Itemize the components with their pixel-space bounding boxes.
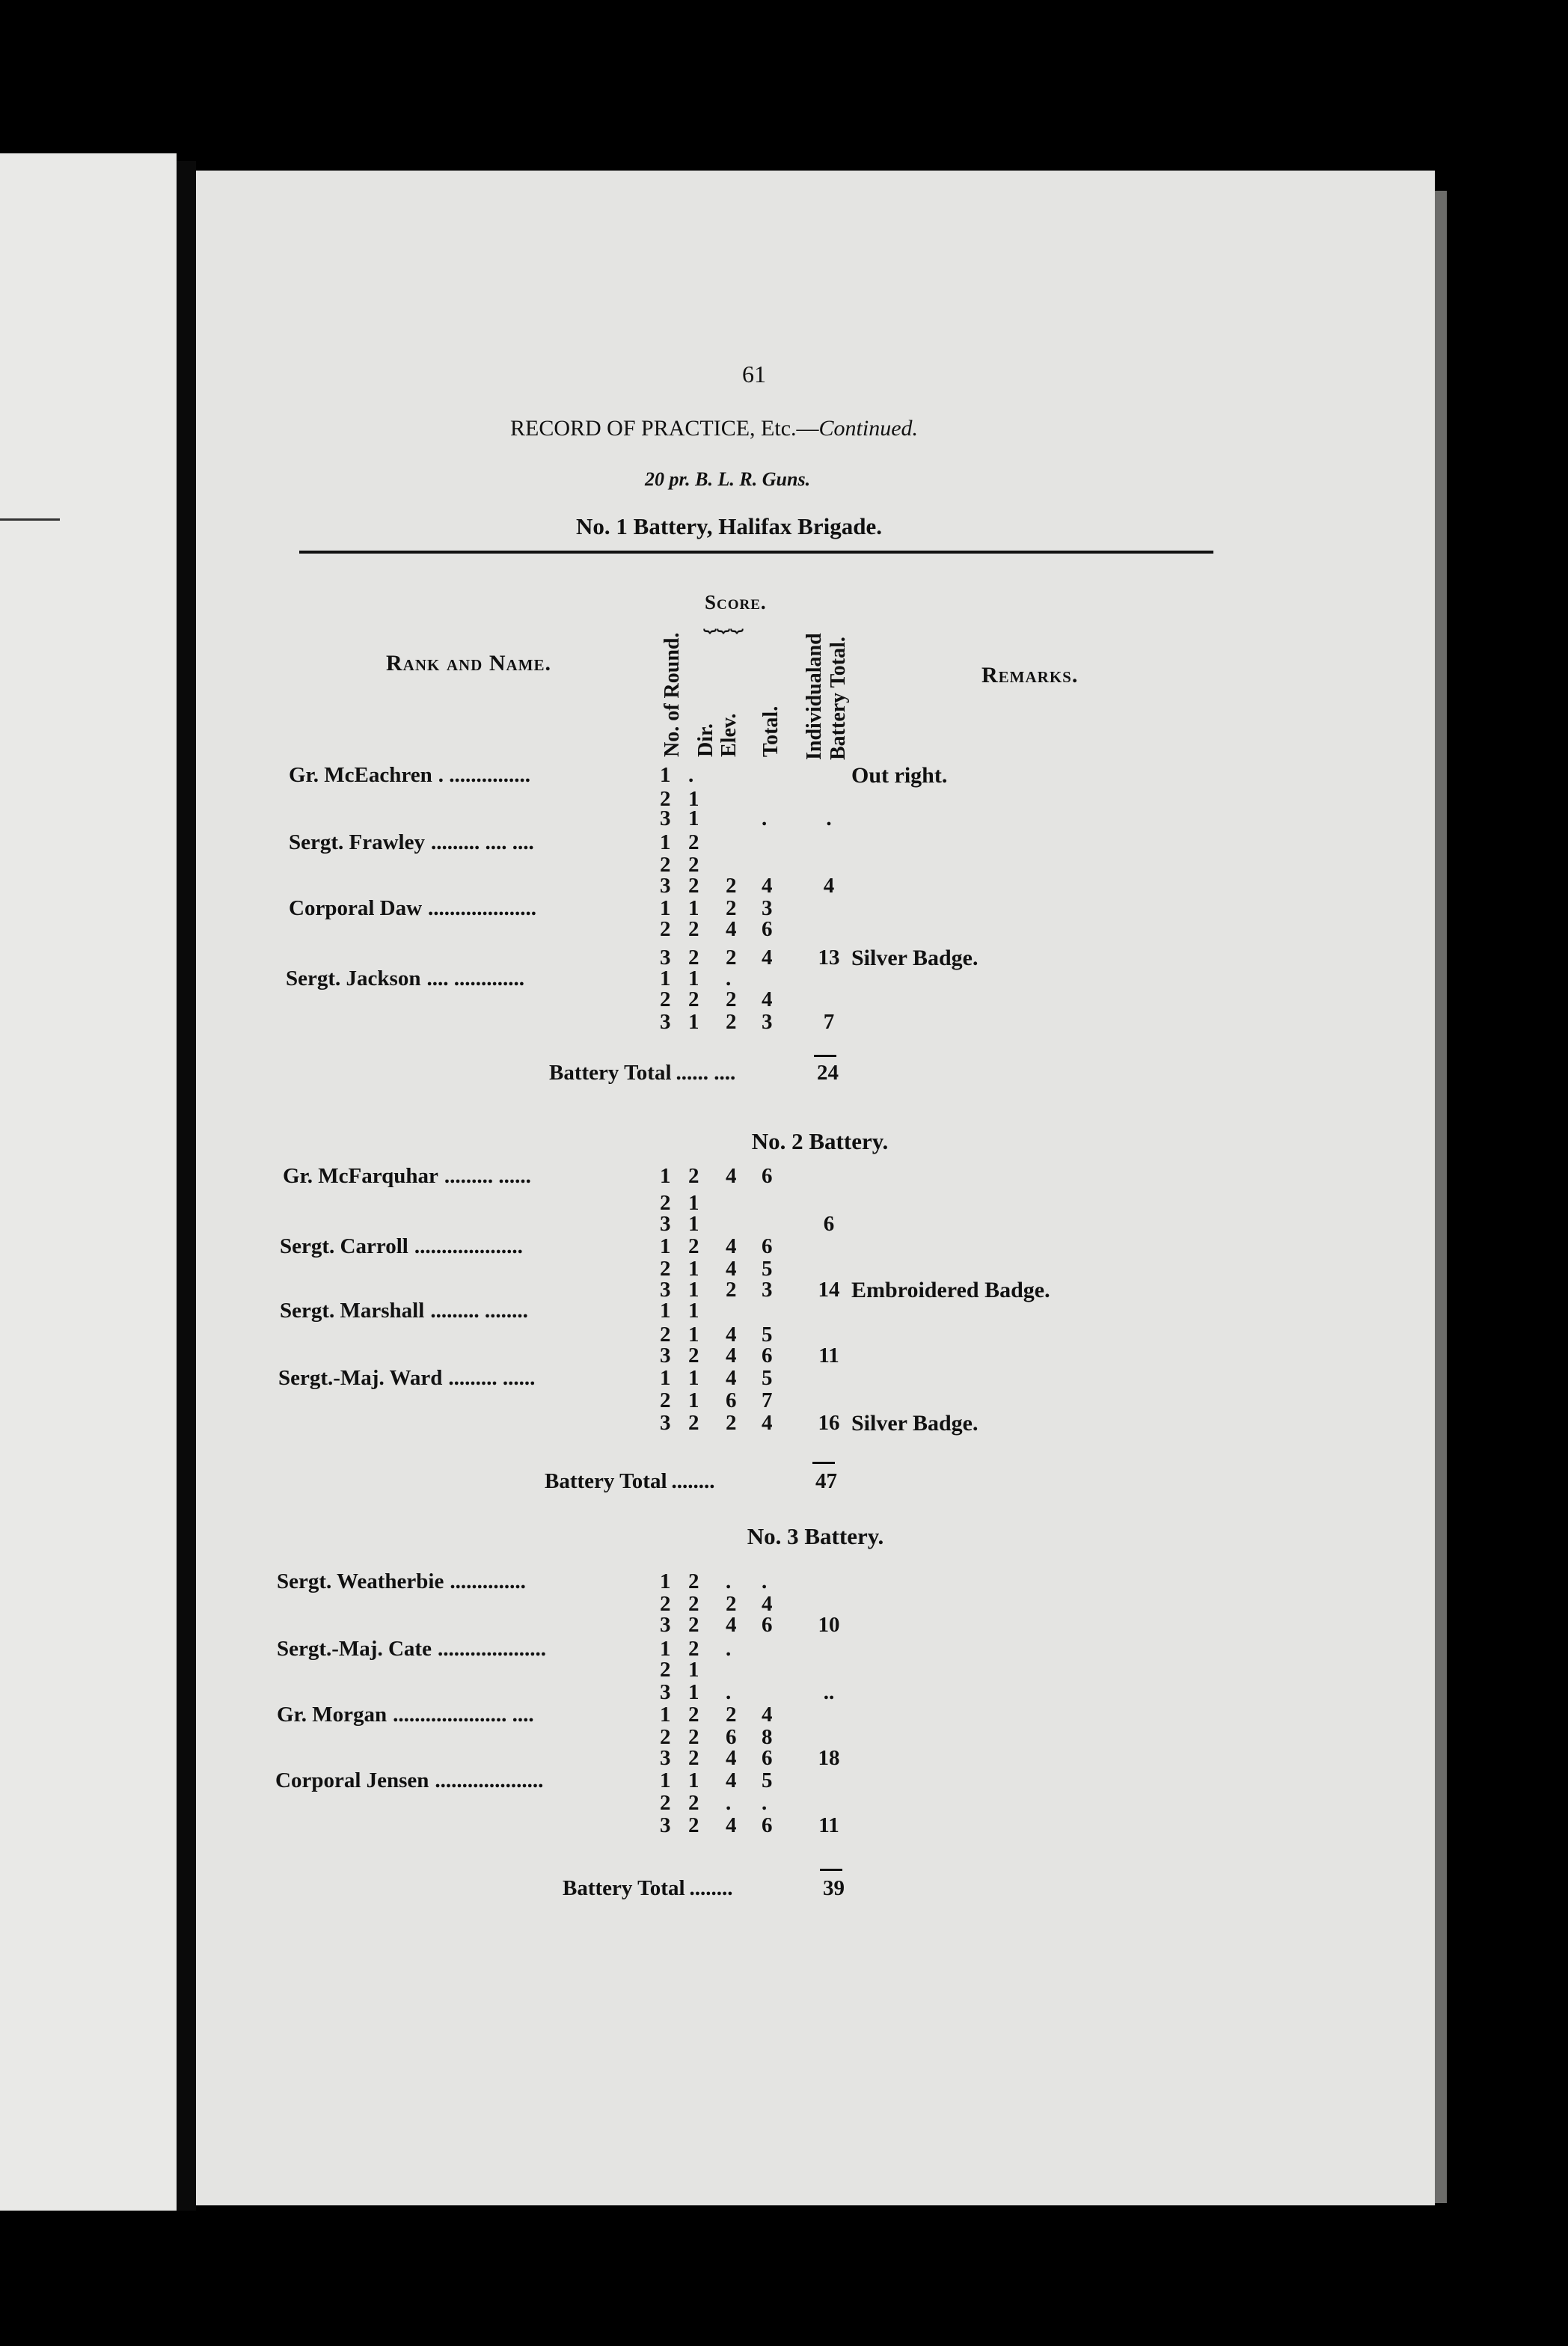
battery-total-label [563,1876,733,1901]
battery-total-label [549,1061,735,1085]
sum-rule [820,1869,842,1871]
page-edge [1435,191,1447,2203]
round-cell: 1 [660,1366,671,1390]
elev-cell: 4 [726,1813,737,1837]
entry-name-text: Sergt. Jackson [286,967,421,990]
elev-cell: 2 [726,1010,737,1034]
elev-cell: 4 [726,1366,737,1390]
elev-cell: 2 [726,1703,737,1727]
round-cell: 1 [660,763,671,787]
score-brace: ⏟⏟⏟ [703,607,744,632]
dir-cell: 2 [688,1791,699,1815]
score-header: Score. [705,591,767,613]
remark-text: Out right. [851,763,948,788]
round-cell: 2 [660,1257,671,1281]
elev-cell: 4 [726,1344,737,1368]
round-cell: 1 [660,896,671,920]
battery-total-text: Battery Total [563,1876,685,1900]
brigade-header: No. 1 Battery, Halifax Brigade. [576,513,882,539]
dot-leader: ......... ........ [430,1299,528,1323]
elev-cell: . [726,1791,732,1815]
no-of-round-header: No. of Round. [661,632,684,757]
entry-name [277,1703,534,1727]
dot-leader: ......... ...... [444,1164,531,1188]
total-cell: 4 [762,1592,773,1616]
entry-name-text: Gr. McEachren [289,763,432,787]
round-cell: 2 [660,1323,671,1347]
total-cell: 3 [762,1010,773,1034]
round-cell: 2 [660,1791,671,1815]
remarks-header: Remarks. [981,663,1079,687]
individual-total-cell: 7 [823,1010,835,1034]
elev-cell: 2 [726,1592,737,1616]
total-cell: . [762,1569,768,1593]
total-cell: 5 [762,1257,773,1281]
round-cell: 3 [660,1278,671,1302]
round-cell: 3 [660,1212,671,1236]
entry-name-text: Sergt. Marshall [280,1299,425,1323]
dot-leader: ......... ...... [448,1366,536,1390]
left-page-rule [0,518,60,521]
total-cell: . [762,806,768,830]
round-cell: 3 [660,1813,671,1837]
dir-cell: 1 [688,1010,699,1034]
entry-name [277,1569,526,1594]
dot-leader: ......... .... .... [431,830,534,854]
dir-cell: 1 [688,1366,699,1390]
dir-cell: 2 [688,1746,699,1770]
round-cell: 2 [660,917,671,941]
remark-text: Silver Badge. [851,1411,979,1436]
elev-cell: 4 [726,1746,737,1770]
elev-cell: 6 [726,1388,737,1412]
elev-cell: 4 [726,1164,737,1188]
dir-cell: 1 [688,1658,699,1682]
entry-name [289,896,536,921]
book-gutter [177,161,196,2211]
elev-cell: 2 [726,1411,737,1435]
remark-text: Silver Badge. [851,946,979,970]
round-cell: 3 [660,1010,671,1034]
dir-cell: 1 [688,1191,699,1215]
total-cell: . [762,1791,768,1815]
elev-cell: 4 [726,1613,737,1637]
header-rule [299,551,1213,554]
battery-total-text: Battery Total [545,1469,667,1493]
battery-total-text: Battery Total [549,1061,672,1085]
round-cell: 2 [660,1592,671,1616]
round-cell: 3 [660,1680,671,1704]
elev-cell: 4 [726,1257,737,1281]
round-cell: 3 [660,1411,671,1435]
elev-cell: 4 [726,1234,737,1258]
elev-cell: . [726,967,732,990]
round-cell: 2 [660,1658,671,1682]
dir-cell: 2 [688,1234,699,1258]
dir-cell: 1 [688,806,699,830]
title-continued: Continued. [818,416,919,441]
round-cell: 2 [660,1191,671,1215]
round-cell: 1 [660,1703,671,1727]
elev-cell: . [726,1569,732,1593]
dot-leader: .................... [428,896,537,920]
page-number: 61 [742,361,766,388]
entry-name-text: Gr. Morgan [277,1703,388,1727]
dir-cell: 2 [688,1613,699,1637]
dir-cell: 1 [688,1299,699,1323]
entry-name [289,763,530,788]
round-cell: 3 [660,946,671,970]
total-cell: 4 [762,987,773,1011]
entry-name-text: Sergt. Carroll [280,1234,408,1258]
sum-rule [812,1462,835,1464]
elev-cell: 2 [726,874,737,898]
round-cell: 1 [660,1637,671,1661]
total-cell: 6 [762,1234,773,1258]
dir-cell: 1 [688,1680,699,1704]
dir-cell: 1 [688,1768,699,1792]
total-cell: 6 [762,1344,773,1368]
dir-cell: 1 [688,787,699,811]
dir-cell: 1 [688,896,699,920]
battery-total-value: 24 [817,1061,839,1085]
round-cell: 2 [660,987,671,1011]
total-cell: 7 [762,1388,773,1412]
dir-cell: 2 [688,1592,699,1616]
round-cell: 2 [660,787,671,811]
total-cell: 6 [762,1164,773,1188]
round-cell: 1 [660,1164,671,1188]
elev-cell: . [726,1680,732,1704]
elev-cell: 2 [726,946,737,970]
dir-cell: 2 [688,1164,699,1188]
dir-cell: 2 [688,1725,699,1749]
round-cell: 1 [660,1768,671,1792]
entry-name [280,1234,523,1259]
entry-name [275,1768,543,1793]
total-cell: 8 [762,1725,773,1749]
remark-text: Embroidered Badge. [851,1278,1050,1302]
sum-rule [814,1055,836,1057]
entry-name [289,830,534,855]
individual-total-cell: 18 [818,1746,840,1770]
adjacent-left-page [0,153,177,2211]
total-cell: 6 [762,1746,773,1770]
dir-cell: 1 [688,967,699,990]
total-cell: 4 [762,874,773,898]
dot-leader: .................... [437,1637,546,1661]
elev-cell: 4 [726,1323,737,1347]
dot-leader: ...... .... [676,1061,736,1085]
entry-name [283,1164,531,1189]
individual-total-cell: 6 [823,1212,835,1236]
total-cell: 6 [762,917,773,941]
total-cell: 3 [762,1278,773,1302]
section-3-heading: No. 3 Battery. [747,1523,884,1549]
elev-cell: 4 [726,917,737,941]
dir-cell: 2 [688,917,699,941]
individual-total-cell: 11 [818,1813,839,1837]
entry-name [280,1299,528,1323]
entry-name-text: Gr. McFarquhar [283,1164,438,1188]
dir-cell: 2 [688,1813,699,1837]
dot-leader: ........ [689,1876,733,1900]
dir-cell: 2 [688,1703,699,1727]
battery-total-value: 39 [823,1876,845,1900]
dot-leader: .................... [414,1234,523,1258]
dir-cell: . [688,763,694,787]
rank-and-name-header: Rank and Name. [386,651,551,676]
elev-cell: . [726,1637,732,1661]
entry-name-text: Sergt.-Maj. Cate [277,1637,432,1661]
individual-total-cell: 14 [818,1278,840,1302]
dir-cell: 2 [688,1344,699,1368]
entry-name-text: Sergt. Frawley [289,830,425,854]
dot-leader: .................... [435,1768,544,1792]
total-cell: 5 [762,1366,773,1390]
entry-name-text: Sergt.-Maj. Ward [278,1366,443,1390]
round-cell: 3 [660,1613,671,1637]
dir-cell: 1 [688,1278,699,1302]
dir-header: Dir. [694,723,717,757]
title-main: RECORD OF PRACTICE, Etc.— [510,416,819,441]
entry-name-text: Corporal Jensen [275,1768,429,1792]
round-cell: 3 [660,1344,671,1368]
dir-cell: 2 [688,1637,699,1661]
battery-total-value: 47 [815,1469,837,1493]
round-cell: 1 [660,1234,671,1258]
dir-cell: 2 [688,830,699,854]
elev-cell: 2 [726,987,737,1011]
round-cell: 1 [660,1569,671,1593]
elev-cell: 6 [726,1725,737,1749]
entry-name [277,1637,546,1662]
total-cell: 4 [762,1703,773,1727]
entry-name-text: Corporal Daw [289,896,423,920]
section-2-heading: No. 2 Battery. [751,1128,889,1154]
individual-total-cell: 11 [818,1344,839,1368]
individual-total-cell: . [826,806,832,830]
total-cell: 5 [762,1768,773,1792]
dot-leader: . ............... [438,763,530,787]
dir-cell: 2 [688,1411,699,1435]
dir-cell: 2 [688,987,699,1011]
dot-leader: ........ [671,1469,715,1493]
individual-total-cell: 10 [818,1613,840,1637]
dir-cell: 1 [688,1388,699,1412]
total-cell: 3 [762,896,773,920]
page-subtitle: 20 pr. B. L. R. Guns. [645,468,811,490]
dir-cell: 2 [688,1569,699,1593]
individual-total-cell: .. [823,1680,835,1704]
round-cell: 1 [660,967,671,990]
round-cell: 3 [660,1746,671,1770]
elev-cell: 2 [726,896,737,920]
total-header: Total. [759,705,783,757]
dir-cell: 1 [688,1257,699,1281]
dot-leader: ..................... .... [393,1703,534,1727]
dot-leader: .............. [450,1569,526,1593]
battery-total-header: Battery Total. [827,637,850,760]
round-cell: 2 [660,853,671,877]
round-cell: 2 [660,1388,671,1412]
total-cell: 4 [762,946,773,970]
dot-leader: .... ............. [426,967,524,990]
round-cell: 3 [660,874,671,898]
total-cell: 6 [762,1613,773,1637]
round-cell: 1 [660,1299,671,1323]
battery-total-label [545,1469,715,1494]
round-cell: 2 [660,1725,671,1749]
dir-cell: 1 [688,1212,699,1236]
entry-name-text: Sergt. Weatherbie [277,1569,444,1593]
total-cell: 6 [762,1813,773,1837]
elev-header: Elev. [717,713,741,757]
individual-total-cell: 16 [818,1411,840,1435]
round-cell: 1 [660,830,671,854]
entry-name [286,967,524,991]
dir-cell: 2 [688,853,699,877]
dir-cell: 1 [688,1323,699,1347]
round-cell: 3 [660,806,671,830]
elev-cell: 2 [726,1278,737,1302]
dir-cell: 2 [688,946,699,970]
total-cell: 5 [762,1323,773,1347]
individual-total-cell: 13 [818,946,840,970]
total-cell: 4 [762,1411,773,1435]
individual-total-cell: 4 [823,874,835,898]
individual-total-header: Individualand [803,633,826,760]
entry-name [278,1366,535,1391]
elev-cell: 4 [726,1768,737,1792]
dir-cell: 2 [688,874,699,898]
page-title [510,416,918,441]
